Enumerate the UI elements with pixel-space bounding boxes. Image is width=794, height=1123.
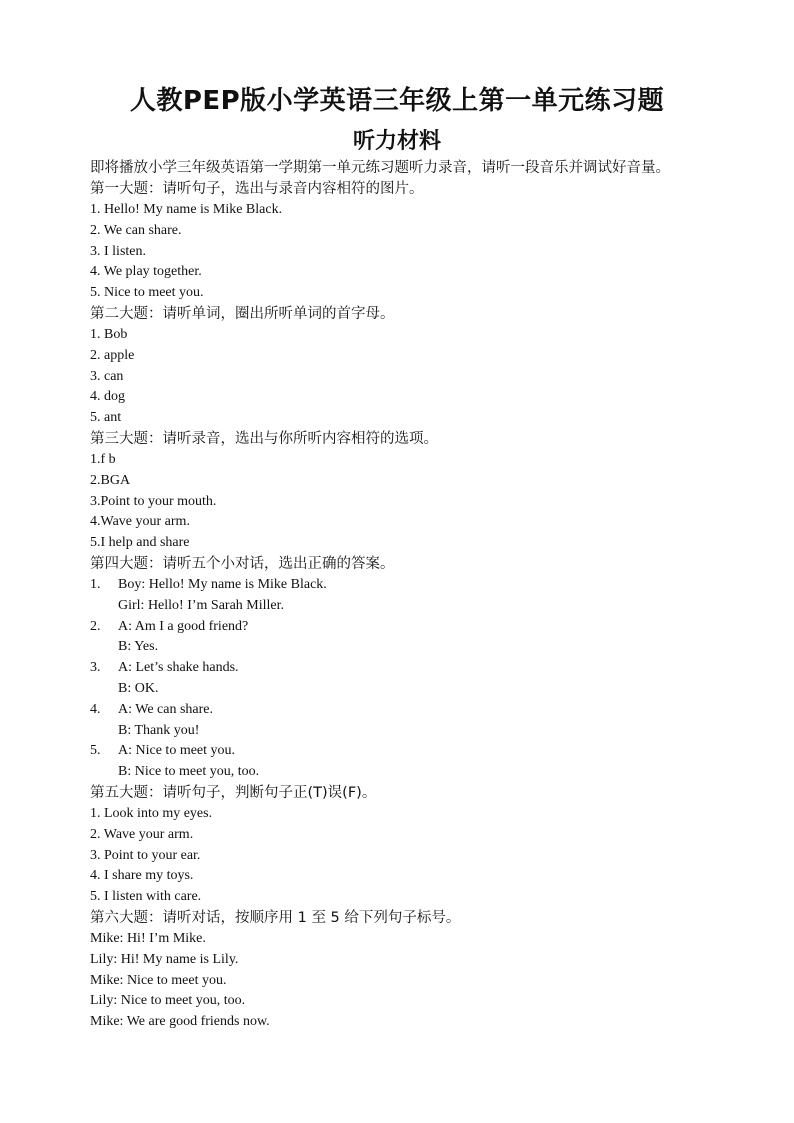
list-item: 5.I help and share [90,535,190,551]
section-3 [90,429,710,554]
dialog-line [90,741,710,762]
section-heading: 第一大题：请听句子，选出与录音内容相符的图片。 [90,181,424,197]
list-item: 4. I share my toys. [90,868,194,884]
dialog-line [90,617,710,638]
section-heading: 第五大题：请听句子，判断句子正(T)误(F)。 [90,784,377,801]
document-body [90,158,710,1033]
dialog-line: Girl: Hello! I’m Sarah Miller. [118,597,285,613]
section-heading: 第三大题：请听录音，选出与你所听内容相符的选项。 [90,430,438,447]
dialog-line [90,700,710,721]
section-2 [90,304,710,429]
list-item: 1. Look into my eyes. [90,805,213,821]
list-item: Mike: We are good friends now. [90,1014,270,1030]
dialog-line: B: Nice to meet you, too. [118,764,260,780]
list-item: 2. We can share. [90,222,182,238]
list-item: 3. Point to your ear. [90,847,201,863]
list-item: Lily: Hi! My name is Lily. [90,951,239,967]
dialog-line [90,658,710,679]
list-item: 1.f b [90,451,116,467]
dialog-line: B: OK. [118,680,159,696]
list-item: 4.Wave your arm. [90,514,190,530]
list-item: 2. Wave your arm. [90,826,194,842]
dialog-line [90,575,710,596]
section-heading: 第四大题：请听五个小对话，选出正确的答案。 [90,555,395,572]
dialog-text: Boy: Hello! My name is Mike Black. [118,576,327,592]
list-item: Mike: Nice to meet you. [90,972,227,988]
section-heading: 第二大题：请听单词，圈出所听单词的首字母。 [90,305,395,322]
section-1 [90,179,710,304]
list-item: 3. I listen. [90,243,146,259]
section-6 [90,908,710,1033]
list-item: 5. I listen with care. [90,889,202,905]
list-item: 4. dog [90,389,125,405]
list-item: 2. apple [90,347,135,363]
list-item: 3. can [90,368,124,384]
page-subtitle: 听力材料 [352,129,441,154]
dialog-number: 4. [90,701,101,717]
dialog-number: 1. [90,576,101,592]
dialog-number: 3. [90,660,101,676]
page-title: 人教PEP版小学英语三年级上第一单元练习题 [129,86,665,116]
list-item: Mike: Hi! I’m Mike. [90,930,206,946]
dialog-line: B: Yes. [118,639,159,655]
list-item: Lily: Nice to meet you, too. [90,993,246,1009]
intro-text: 即将播放小学三年级英语第一学期第一单元练习题听力录音，请听一段音乐并调试好音量。 [90,160,670,176]
dialog-number: 2. [90,618,101,634]
list-item: 3.Point to your mouth. [90,493,217,509]
list-item: 1. Bob [90,326,128,342]
section-4 [90,554,710,783]
list-item: 5. ant [90,410,122,426]
dialog-text: A: Am I a good friend? [118,618,249,634]
list-item: 2.BGA [90,472,131,488]
dialog-line: B: Thank you! [118,722,200,738]
dialog-text: A: Let’s shake hands. [118,660,239,676]
dialog-text: A: Nice to meet you. [118,743,236,759]
dialog-text: A: We can share. [118,701,214,717]
section-heading: 第六大题：请听对话，按顺序用 1 至 5 给下列句子标号。 [90,909,461,926]
dialog-number: 5. [90,743,101,759]
list-item: 1. Hello! My name is Mike Black. [90,202,283,217]
list-item: 4. We play together. [90,264,202,280]
list-item: 5. Nice to meet you. [90,285,204,301]
section-5 [90,783,710,908]
